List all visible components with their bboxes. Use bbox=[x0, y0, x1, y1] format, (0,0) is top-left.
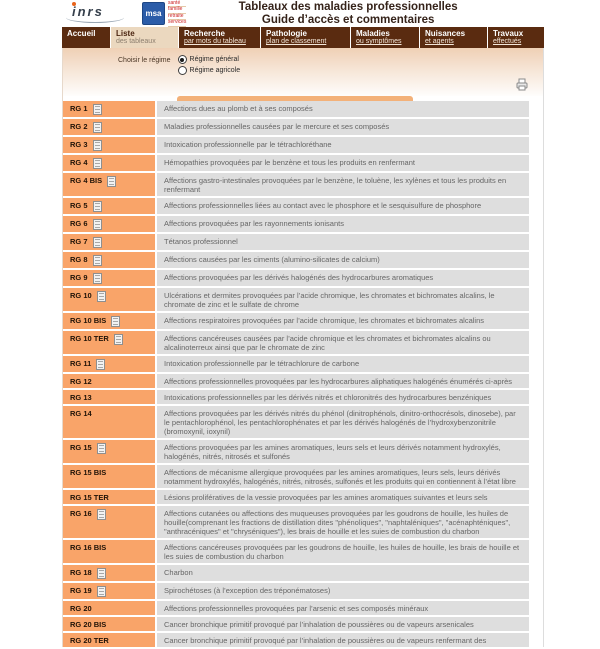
row-code: RG 15 TER bbox=[70, 492, 109, 502]
toolbar-zone bbox=[63, 48, 543, 96]
document-icon[interactable] bbox=[93, 273, 102, 284]
row-description[interactable]: Tétanos professionnel bbox=[157, 234, 529, 250]
row-description[interactable]: Intoxication professionnelle par le tétrachloréthane bbox=[157, 137, 529, 153]
table-row bbox=[63, 540, 529, 563]
nav-tab-sublabel[interactable]: et agents bbox=[425, 38, 454, 45]
nav-tab-nuisances[interactable] bbox=[420, 27, 487, 48]
row-description[interactable]: Affections provoquées par les rayonnements ionisants bbox=[157, 216, 529, 232]
regime-chooser-label: Choisir le régime bbox=[118, 57, 171, 64]
print-button[interactable] bbox=[515, 78, 529, 91]
nav-tab-label: Liste bbox=[116, 29, 135, 38]
nav-tab-label: Nuisances bbox=[425, 29, 466, 38]
row-description[interactable]: Affections cancéreuses provoquées par les goudrons de houille, les huiles de houille, les brais de houille et les suies de combustion du charbon bbox=[157, 540, 529, 563]
document-icon[interactable] bbox=[97, 586, 106, 597]
row-description[interactable]: Cancer bronchique primitif provoqué par l’inhalation de poussières ou de vapeurs renfermant des bbox=[157, 633, 529, 647]
row-code: RG 6 bbox=[70, 218, 88, 228]
nav-tab-sublabel[interactable]: effectués bbox=[493, 38, 522, 45]
row-code-cell[interactable] bbox=[63, 119, 155, 135]
row-code-cell[interactable] bbox=[63, 155, 155, 171]
row-code-cell[interactable] bbox=[63, 506, 155, 538]
row-description[interactable]: Intoxication professionnelle par le tétrachlorure de carbone bbox=[157, 356, 529, 372]
row-description[interactable]: Affections causées par les ciments (alumino-silicates de calcium) bbox=[157, 252, 529, 268]
table-row bbox=[63, 252, 529, 268]
row-code: RG 3 bbox=[70, 139, 88, 149]
row-code: RG 12 bbox=[70, 376, 92, 386]
row-code: RG 13 bbox=[70, 392, 92, 402]
msa-caption-line: famille bbox=[168, 7, 186, 14]
nav-tab-maladies[interactable] bbox=[351, 27, 419, 48]
msa-logo[interactable] bbox=[142, 1, 186, 27]
table-row bbox=[63, 119, 529, 135]
row-code: RG 11 bbox=[70, 358, 92, 368]
row-code-cell[interactable] bbox=[63, 374, 155, 388]
nav-tab-liste[interactable] bbox=[111, 27, 178, 48]
row-code: RG 8 bbox=[70, 254, 88, 264]
row-code: RG 15 bbox=[70, 442, 92, 452]
page-container bbox=[62, 0, 544, 649]
row-code: RG 15 BIS bbox=[70, 467, 107, 477]
table-row bbox=[63, 374, 529, 388]
nav-tab-label: Pathologie bbox=[266, 29, 307, 38]
row-description[interactable]: Affections dues au plomb et à ses composés bbox=[157, 101, 529, 117]
table-row bbox=[63, 440, 529, 463]
document-icon[interactable] bbox=[93, 140, 102, 151]
table-row bbox=[63, 331, 529, 354]
row-description[interactable]: Affections professionnelles liées au contact avec le phosphore et le sesquisulfure de phosphore bbox=[157, 198, 529, 214]
row-description[interactable]: Affections professionnelles provoquées par l’arsenic et ses composés minéraux bbox=[157, 601, 529, 615]
row-description[interactable]: Affections professionnelles provoquées par les hydrocarbures aliphatiques halogénés énumérés ci-après bbox=[157, 374, 529, 388]
row-description[interactable]: Charbon bbox=[157, 565, 529, 581]
row-code-cell[interactable] bbox=[63, 601, 155, 615]
row-code-cell[interactable] bbox=[63, 356, 155, 372]
document-icon[interactable] bbox=[97, 291, 106, 302]
table-row bbox=[63, 198, 529, 214]
row-code-cell[interactable] bbox=[63, 252, 155, 268]
nav-tab-recherche[interactable] bbox=[179, 27, 260, 48]
row-code: RG 10 BIS bbox=[70, 315, 107, 325]
row-code-cell[interactable] bbox=[63, 331, 155, 354]
row-code-cell[interactable] bbox=[63, 565, 155, 581]
table-row bbox=[63, 583, 529, 599]
radio-regime-general[interactable] bbox=[178, 55, 241, 64]
document-icon[interactable] bbox=[97, 443, 106, 454]
printer-icon bbox=[515, 78, 529, 91]
table-row bbox=[63, 406, 529, 438]
table-row bbox=[63, 490, 529, 504]
row-code: RG 20 BIS bbox=[70, 619, 107, 629]
table-row bbox=[63, 216, 529, 232]
nav-tab-label: Recherche bbox=[184, 29, 225, 38]
row-code: RG 7 bbox=[70, 236, 88, 246]
nav-tab-sublabel[interactable]: ou symptômes bbox=[356, 38, 402, 45]
table-row bbox=[63, 390, 529, 404]
row-code-cell[interactable] bbox=[63, 490, 155, 504]
row-code: RG 20 TER bbox=[70, 635, 109, 645]
table-row bbox=[63, 633, 529, 647]
table-row bbox=[63, 270, 529, 286]
document-icon[interactable] bbox=[96, 359, 105, 370]
row-code-cell[interactable] bbox=[63, 234, 155, 250]
content-body bbox=[62, 48, 544, 647]
row-code: RG 9 bbox=[70, 272, 88, 282]
row-code: RG 1 bbox=[70, 103, 88, 113]
row-code: RG 10 TER bbox=[70, 333, 109, 343]
table-row bbox=[63, 506, 529, 538]
row-code: RG 18 bbox=[70, 567, 92, 577]
row-code: RG 16 BIS bbox=[70, 542, 107, 552]
row-code: RG 4 BIS bbox=[70, 175, 103, 185]
page-title bbox=[186, 1, 544, 27]
regime-chooser bbox=[118, 55, 240, 77]
row-code-cell[interactable] bbox=[63, 288, 155, 311]
document-icon[interactable] bbox=[93, 237, 102, 248]
row-code-cell[interactable] bbox=[63, 216, 155, 232]
row-code: RG 16 bbox=[70, 508, 92, 518]
document-icon[interactable] bbox=[111, 316, 120, 327]
document-icon[interactable] bbox=[93, 255, 102, 266]
nav-tab-accueil[interactable] bbox=[62, 27, 110, 48]
radio-button-icon[interactable] bbox=[178, 66, 187, 75]
table-row bbox=[63, 617, 529, 631]
row-code-cell[interactable] bbox=[63, 173, 155, 196]
row-code-cell[interactable] bbox=[63, 137, 155, 153]
document-icon[interactable] bbox=[93, 219, 102, 230]
nav-tab-label: Maladies bbox=[356, 29, 390, 38]
msa-logo-caption bbox=[168, 1, 186, 27]
row-description[interactable]: Affections respiratoires provoquées par l’acide chromique, les chromates et bichromates alcalins bbox=[157, 313, 529, 329]
nav-tab-sublabel[interactable]: des tableaux bbox=[116, 38, 156, 45]
row-code-cell[interactable] bbox=[63, 198, 155, 214]
table-row bbox=[63, 288, 529, 311]
row-description[interactable]: Affections provoquées par les dérivés halogénés des hydrocarbures aromatiques bbox=[157, 270, 529, 286]
row-code: RG 4 bbox=[70, 157, 88, 167]
disease-table bbox=[63, 101, 543, 647]
document-icon[interactable] bbox=[114, 334, 123, 345]
row-code: RG 20 bbox=[70, 603, 92, 613]
row-code-cell[interactable] bbox=[63, 633, 155, 647]
row-code: RG 5 bbox=[70, 200, 88, 210]
document-icon[interactable] bbox=[93, 122, 102, 133]
table-row bbox=[63, 101, 529, 117]
table-row bbox=[63, 137, 529, 153]
row-description[interactable]: Affections gastro-intestinales provoquées par le benzène, le toluène, les xylènes et tous les produits en renfermant bbox=[157, 173, 529, 196]
document-icon[interactable] bbox=[97, 568, 106, 579]
document-icon[interactable] bbox=[93, 201, 102, 212]
table-row bbox=[63, 465, 529, 488]
msa-logo-glyph: msa bbox=[145, 9, 162, 18]
msa-caption-line: santé bbox=[168, 1, 186, 8]
row-description[interactable]: Ulcérations et dermites provoquées par l’acide chromique, les chromates et bichromates alcalins, le chromate de zinc et le sulfate de chrome bbox=[157, 288, 529, 311]
row-description[interactable]: Affections de mécanisme allergique provoquées par les amines aromatiques, leurs sels, leurs dérivés notamment hydroxylés, halogénés, nitrés, nitrosés, sulfonés et les produits qui en contiennent à l’état libre bbox=[157, 465, 529, 488]
msa-caption-line: retraite bbox=[168, 14, 186, 21]
radio-label: Régime agricole bbox=[189, 67, 241, 74]
nav-tab-travaux[interactable] bbox=[488, 27, 544, 48]
inrs-logo-text: inrs bbox=[72, 3, 104, 19]
row-description[interactable]: Intoxications professionnelles par les dérivés nitrés et chloronitrés des hydrocarbures benzéniques bbox=[157, 390, 529, 404]
document-icon[interactable] bbox=[97, 509, 106, 520]
row-description[interactable]: Hémopathies provoquées par le benzène et tous les produits en renfermant bbox=[157, 155, 529, 171]
row-code-cell[interactable] bbox=[63, 390, 155, 404]
msa-logo-icon bbox=[142, 2, 165, 25]
inrs-logo[interactable] bbox=[66, 2, 128, 26]
row-code-cell[interactable] bbox=[63, 465, 155, 488]
row-code-cell[interactable] bbox=[63, 440, 155, 463]
table-row bbox=[63, 155, 529, 171]
row-code-cell[interactable] bbox=[63, 617, 155, 631]
radio-label: Régime général bbox=[189, 56, 239, 63]
row-code-cell[interactable] bbox=[63, 540, 155, 563]
nav-tab-sublabel[interactable]: plan de classement bbox=[266, 38, 327, 45]
nav-tab-pathologie[interactable] bbox=[261, 27, 350, 48]
row-description[interactable]: Spirochétoses (à l’exception des tréponématoses) bbox=[157, 583, 529, 599]
row-code: RG 14 bbox=[70, 408, 92, 418]
page-title-line2: Guide d’accès et commentaires bbox=[261, 13, 435, 26]
row-code-cell[interactable] bbox=[63, 270, 155, 286]
header bbox=[62, 0, 544, 27]
table-row bbox=[63, 601, 529, 615]
row-description[interactable]: Affections cutanées ou affections des muqueuses provoquées par les goudrons de houille, les huiles de houille(comprenant les fractions de distillation dites "phénoliques", "naphtaléniques", "acénaphténiques", "anthracéniques" et "chryséniques"), les brais de houille et les suies de combustion du charbon bbox=[157, 506, 529, 538]
row-code: RG 19 bbox=[70, 585, 92, 595]
row-code: RG 10 bbox=[70, 290, 92, 300]
table-row bbox=[63, 234, 529, 250]
row-description[interactable]: Lésions prolifératives de la vessie provoquées par les amines aromatiques suivantes et leurs sels bbox=[157, 490, 529, 504]
row-description[interactable]: Affections provoquées par les amines aromatiques, leurs sels et leurs dérivés notamment hydroxylés, halogénés, nitrés, nitrosés et sulfonés bbox=[157, 440, 529, 463]
table-row bbox=[63, 313, 529, 329]
document-icon[interactable] bbox=[107, 176, 116, 187]
nav-tab-label: Travaux bbox=[493, 29, 524, 38]
row-description[interactable]: Cancer bronchique primitif provoqué par l’inhalation de poussières ou de vapeurs arsenicales bbox=[157, 617, 529, 631]
nav-bar bbox=[62, 27, 544, 48]
table-row bbox=[63, 565, 529, 581]
row-code-cell[interactable] bbox=[63, 583, 155, 599]
row-description[interactable]: Affections cancéreuses causées par l’acide chromique et les chromates et bichromates alcalins ou alcalinoterreux ainsi que par le chromate de zinc bbox=[157, 331, 529, 354]
inrs-logo-swoosh-icon bbox=[66, 12, 124, 23]
document-icon[interactable] bbox=[93, 104, 102, 115]
radio-button-icon[interactable] bbox=[178, 55, 187, 64]
radio-regime-agricole[interactable] bbox=[178, 66, 241, 75]
row-description[interactable]: Maladies professionnelles causées par le mercure et ses composés bbox=[157, 119, 529, 135]
row-description[interactable]: Affections provoquées par les dérivés nitrés du phénol (dinitrophénols, dinitro-orthocrésols, dinosebe), par le pentachlorophénol, les pentachlorophénates et par les dérivés halogénés de l’hydroxybenzonitrile (bromoxynil, ioxynil) bbox=[157, 406, 529, 438]
row-code: RG 2 bbox=[70, 121, 88, 131]
msa-caption-line: services bbox=[168, 19, 187, 25]
nav-tab-sublabel[interactable]: par mots du tableau bbox=[184, 38, 246, 45]
table-zone bbox=[63, 96, 543, 647]
nav-tab-label: Accueil bbox=[67, 29, 96, 38]
row-code-cell[interactable] bbox=[63, 313, 155, 329]
document-icon[interactable] bbox=[93, 158, 102, 169]
table-row bbox=[63, 356, 529, 372]
table-row bbox=[63, 173, 529, 196]
row-code-cell[interactable] bbox=[63, 406, 155, 438]
regime-radio-group bbox=[178, 55, 241, 77]
row-code-cell[interactable] bbox=[63, 101, 155, 117]
page-title-line1: Tableaux des maladies professionnelles bbox=[238, 0, 458, 13]
